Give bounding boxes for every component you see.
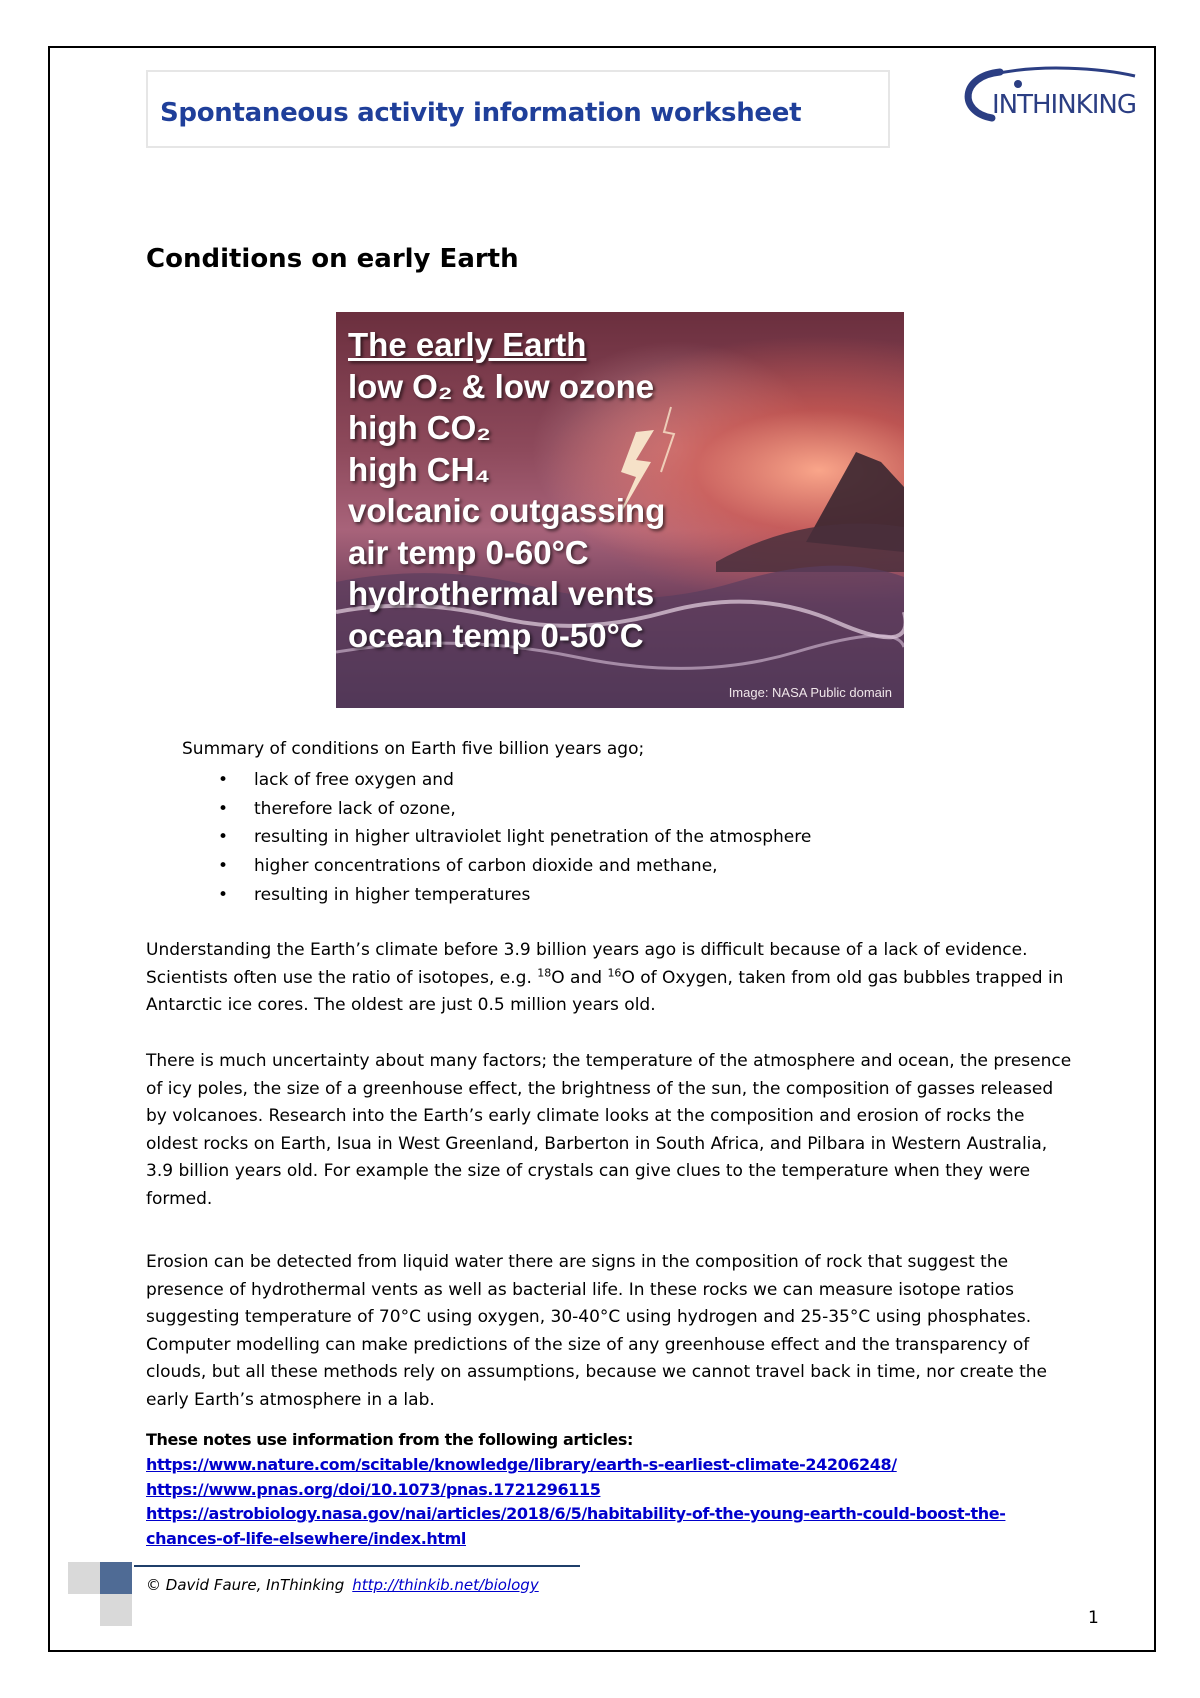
footer-block	[100, 1562, 132, 1594]
isotope-superscript: 18	[537, 965, 552, 979]
footer-block	[100, 1594, 132, 1626]
image-line: volcanic outgassing	[348, 492, 666, 529]
reference-link-pnas[interactable]: https://www.pnas.org/doi/10.1073/pnas.1721296115	[146, 1479, 601, 1499]
image-heading: The early Earth	[348, 326, 587, 363]
references-title: These notes use information from the following articles:	[146, 1430, 633, 1449]
list-item: • resulting in higher temperatures	[218, 881, 811, 910]
paragraph-text: O and	[551, 967, 608, 988]
footer-rule	[134, 1565, 580, 1567]
image-credit: Image: NASA Public domain	[728, 685, 892, 700]
image-line: high CO₂	[348, 409, 491, 446]
section-title: Conditions on early Earth	[146, 244, 519, 274]
paragraph-text: Understanding the Earth’s climate before 3.9 billion years ago is difficult because of a lack of evidence. Scientists often use the ratio of isotopes, e.g.	[146, 940, 1028, 988]
references	[146, 1428, 1076, 1552]
early-earth-image	[336, 312, 904, 708]
image-line: hydrothermal vents	[348, 575, 655, 612]
footer-block	[68, 1562, 100, 1594]
image-line: high CH₄	[348, 450, 491, 488]
image-line: ocean temp 0-50°C	[348, 616, 644, 654]
header-box	[146, 70, 890, 148]
copyright: © David Faure, InThinking	[146, 1576, 345, 1594]
list-item: • resulting in higher ultraviolet light penetration of the atmosphere	[218, 823, 811, 852]
inthinking-logo	[940, 62, 1140, 130]
list-item: • therefore lack of ozone,	[218, 795, 811, 824]
summary-intro: Summary of conditions on Earth five billion years ago;	[182, 739, 645, 759]
reference-link-nature[interactable]: https://www.nature.com/scitable/knowledge/library/earth-s-earliest-climate-24206248/	[146, 1454, 897, 1474]
paragraph-erosion: Erosion can be detected from liquid water there are signs in the composition of rock that suggest the presence of hydrothermal vents as well as bacterial life. In these rocks we can measure isotope ratios suggesting temperature of 70°C using oxygen, 30-40°C using hydrogen and 25-35°C using phosphates. Computer modelling can make predictions of the size of any greenhouse effect and the transparency of clouds, but all these methods rely on assumptions, because we cannot travel back in time, nor create the early Earth’s atmosphere in a lab.	[146, 1252, 1047, 1410]
paragraph-isotopes	[146, 937, 1076, 1020]
image-line: low O₂ & low ozone	[348, 367, 655, 405]
image-text-block	[348, 324, 665, 656]
summary-bullet-list	[218, 766, 811, 910]
reference-link-astrobiology[interactable]: https://astrobiology.nasa.gov/nai/articles/2018/6/5/habitability-of-the-young-earth-could-boost-the-chances-of-life-elsewhere/index.html	[146, 1504, 1006, 1549]
list-item: • lack of free oxygen and	[218, 766, 811, 795]
list-item: • higher concentrations of carbon dioxide and methane,	[218, 852, 811, 881]
worksheet-title: Spontaneous activity information worksheet	[160, 98, 802, 128]
page-number: 1	[1088, 1608, 1099, 1628]
paragraph-text: O of Oxygen, taken from old gas bubbles trapped in Antarctic ice cores. The oldest are just 0.5 million years old.	[146, 967, 1064, 1015]
isotope-superscript: 16	[607, 965, 622, 979]
logo-text: INTHINKING	[992, 90, 1136, 120]
paragraph-uncertainty: There is much uncertainty about many factors; the temperature of the atmosphere and ocean, the presence of icy poles, the size of a greenhouse effect, the brightness of the sun, the composition of gasses released by volcanoes. Research into the Earth’s early climate looks at the composition and erosion of rocks the oldest rocks on Earth, Isua in West Greenland, Barberton in South Africa, and Pilbara in Western Australia, 3.9 billion years old. For example the size of crystals can give clues to the temperature when they were formed.	[146, 1051, 1072, 1209]
image-line: air temp 0-60°C	[348, 533, 589, 571]
footer	[146, 1576, 539, 1594]
footer-link[interactable]: http://thinkib.net/biology	[352, 1576, 539, 1594]
